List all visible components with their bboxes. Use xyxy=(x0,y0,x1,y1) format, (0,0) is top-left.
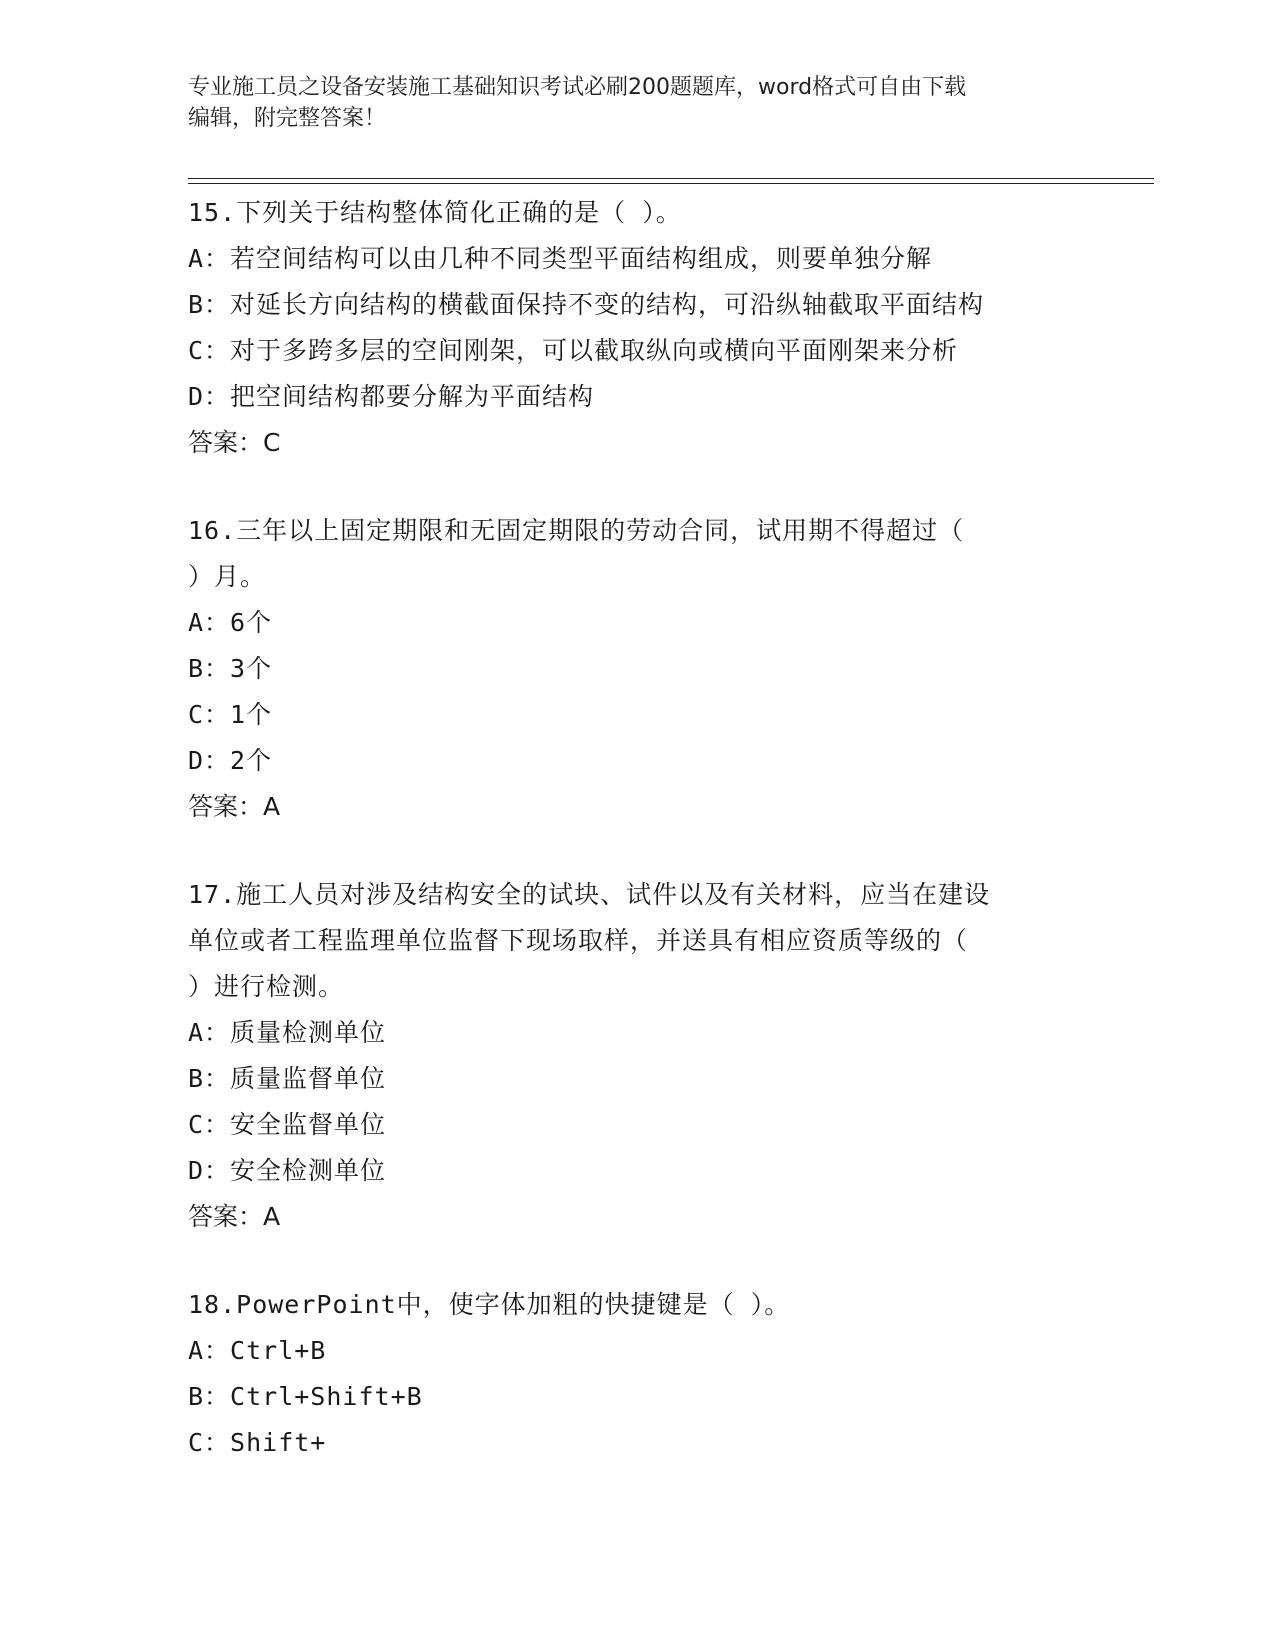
option-b: B：3个 xyxy=(188,654,273,683)
option-a: A：质量检测单位 xyxy=(188,1018,387,1047)
answer-label: 答案：A xyxy=(188,792,281,821)
header-rule-bottom xyxy=(188,183,1154,184)
question-17 xyxy=(188,872,1148,1240)
option-c: C：Shift+ xyxy=(188,1428,327,1457)
question-list xyxy=(188,190,1148,1508)
question-18 xyxy=(188,1282,1148,1466)
option-c: C：1个 xyxy=(188,700,273,729)
option-d: D：2个 xyxy=(188,746,273,775)
option-c: C：对于多跨多层的空间刚架，可以截取纵向或横向平面刚架来分析 xyxy=(188,336,959,365)
question-stem-cont: ）进行检测。 xyxy=(188,972,345,1001)
option-b: B：Ctrl+Shift+B xyxy=(188,1382,423,1411)
header-line-1: 专业施工员之设备安装施工基础知识考试必刷200题题库，word格式可自由下载 xyxy=(188,75,967,100)
question-stem: 17.施工人员对涉及结构安全的试块、试件以及有关材料，应当在建设 xyxy=(188,880,991,909)
question-stem: 16.三年以上固定期限和无固定期限的劳动合同，试用期不得超过（ xyxy=(188,516,965,545)
header-rule-top xyxy=(188,178,1154,179)
question-stem-cont: 单位或者工程监理单位监督下现场取样，并送具有相应资质等级的（ xyxy=(188,926,969,955)
option-a: A：6个 xyxy=(188,608,273,637)
question-16 xyxy=(188,508,1148,830)
option-a: A：Ctrl+B xyxy=(188,1336,327,1365)
option-d: D：把空间结构都要分解为平面结构 xyxy=(188,382,595,411)
document-header xyxy=(188,72,1088,134)
question-15 xyxy=(188,190,1148,466)
answer-label: 答案：C xyxy=(188,428,281,457)
question-stem: 15.下列关于结构整体简化正确的是（ ）。 xyxy=(188,198,682,227)
option-a: A：若空间结构可以由几种不同类型平面结构组成，则要单独分解 xyxy=(188,244,933,273)
question-stem: 18.PowerPoint中，使字体加粗的快捷键是（ ）。 xyxy=(188,1290,791,1319)
option-b: B：对延长方向结构的横截面保持不变的结构，可沿纵轴截取平面结构 xyxy=(188,290,985,319)
header-line-2: 编辑，附完整答案！ xyxy=(188,106,387,131)
option-c: C：安全监督单位 xyxy=(188,1110,387,1139)
option-d: D：安全检测单位 xyxy=(188,1156,387,1185)
option-b: B：质量监督单位 xyxy=(188,1064,387,1093)
question-stem-cont: ）月。 xyxy=(188,562,267,591)
answer-label: 答案：A xyxy=(188,1202,281,1231)
